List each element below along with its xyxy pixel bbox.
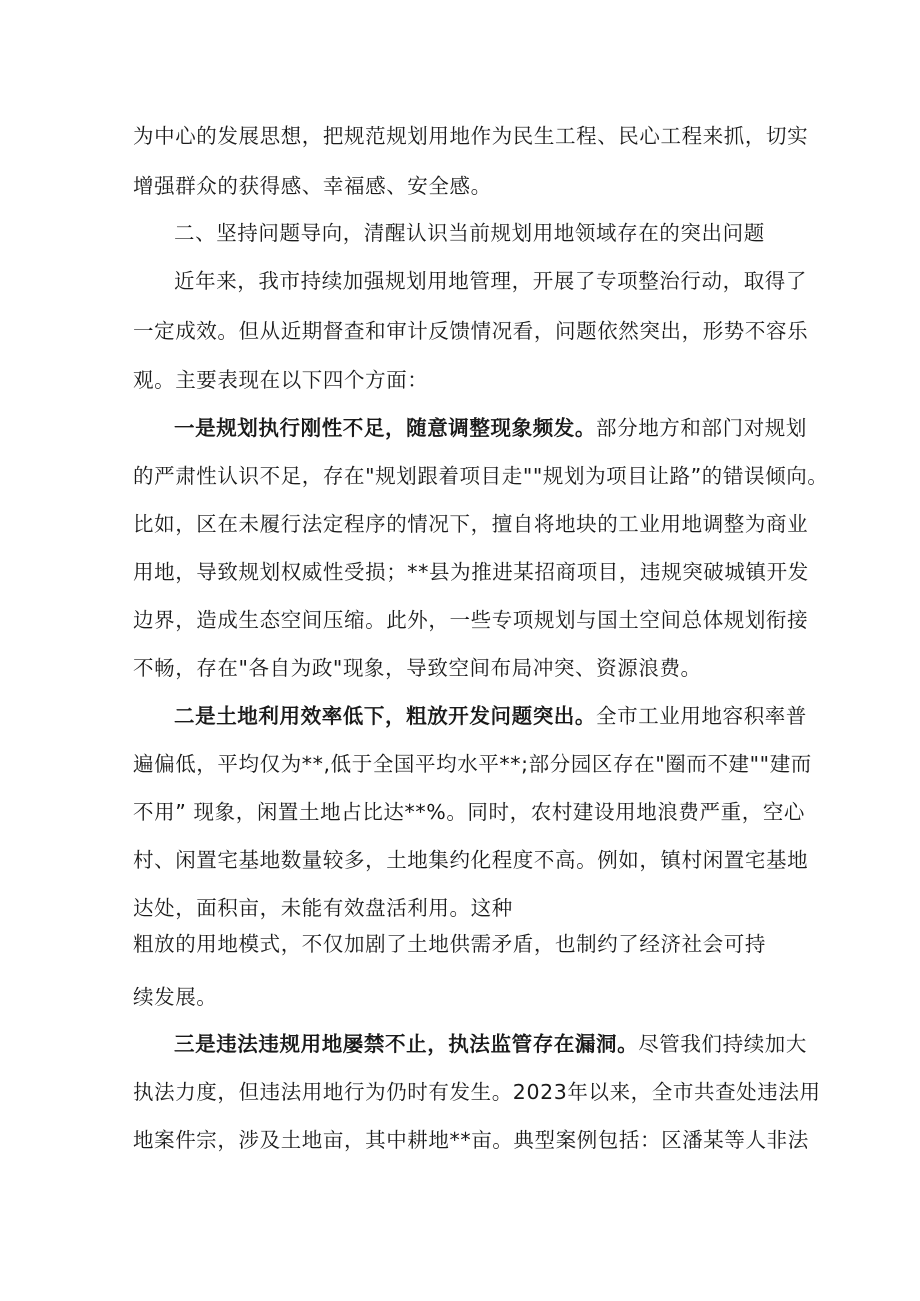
- paragraph-line: 观。主要表现在以下四个方面：: [133, 368, 429, 392]
- paragraph-line: 边界，造成生态空间压缩。此外，一些专项规划与国土空间总体规划衔接: [133, 608, 809, 632]
- paragraph-line: 的严肃性认识不足，存在"规划跟着项目走""规划为项目让路”的错误倾向。: [133, 464, 829, 488]
- paragraph-line: 为中心的发展思想，把规范规划用地作为民生工程、民心工程来抓，切实: [133, 124, 809, 148]
- paragraph-line: 村、闲置宅基地数量较多，土地集约化程度不高。例如，镇村闲置宅基地: [133, 848, 809, 872]
- paragraph-line: 粗放的用地模式，不仅加剧了土地供需矛盾，也制约了经济社会可持: [133, 932, 766, 956]
- paragraph-line: 用地，导致规划权威性受损；**县为推进某招商项目，违规突破城镇开发: [133, 560, 809, 584]
- paragraph-line: 一定成效。但从近期督查和审计反馈情况看，问题依然突出，形势不容乐: [133, 319, 809, 343]
- paragraph-line: 比如，区在未履行法定程序的情况下，擅自将地块的工业用地调整为商业: [133, 512, 809, 536]
- section-heading: 二、坚持问题导向，清醒认识当前规划用地领域存在的突出问题: [174, 221, 765, 245]
- paragraph-line: 遍偏低，平均仅为**,低于全国平均水平**;部分园区存在"圈而不建""建而: [133, 752, 812, 776]
- point-heading: 三是违法违规用地屡禁不止，执法监管存在漏洞。: [174, 1032, 639, 1056]
- paragraph-line: 三是违法违规用地屡禁不止，执法监管存在漏洞。尽管我们持续加大: [174, 1032, 808, 1056]
- paragraph-line: 执法力度，但违法用地行为仍时有发生。2023年以来，全市共查处违法用: [133, 1080, 821, 1104]
- point-heading: 二是土地利用效率低下，粗放开发问题突出。: [174, 704, 596, 728]
- paragraph-line: 二是土地利用效率低下，粗放开发问题突出。全市工业用地容积率普: [174, 704, 807, 728]
- paragraph-line: 不畅，存在"各自为政"现象，导致空间布局冲突、资源浪费。: [133, 656, 702, 680]
- paragraph-line: 近年来，我市持续加强规划用地管理，开展了专项整治行动，取得了: [174, 269, 807, 293]
- paragraph-line: 一是规划执行刚性不足，随意调整现象频发。部分地方和部门对规划: [174, 416, 807, 440]
- point-heading: 一是规划执行刚性不足，随意调整现象频发。: [174, 416, 596, 440]
- paragraph-line: 达处，面积亩，未能有效盘活利用。这种: [133, 896, 513, 920]
- paragraph-line: 不用” 现象，闲置土地占比达**%。同时，农村建设用地浪费严重，空心: [133, 800, 806, 824]
- paragraph-line: 地案件宗，涉及土地亩，其中耕地**亩。典型案例包括：区潘某等人非法: [133, 1128, 809, 1152]
- paragraph-line: 续发展。: [133, 985, 218, 1009]
- paragraph-line: 增强群众的获得感、幸福感、安全感。: [133, 174, 492, 198]
